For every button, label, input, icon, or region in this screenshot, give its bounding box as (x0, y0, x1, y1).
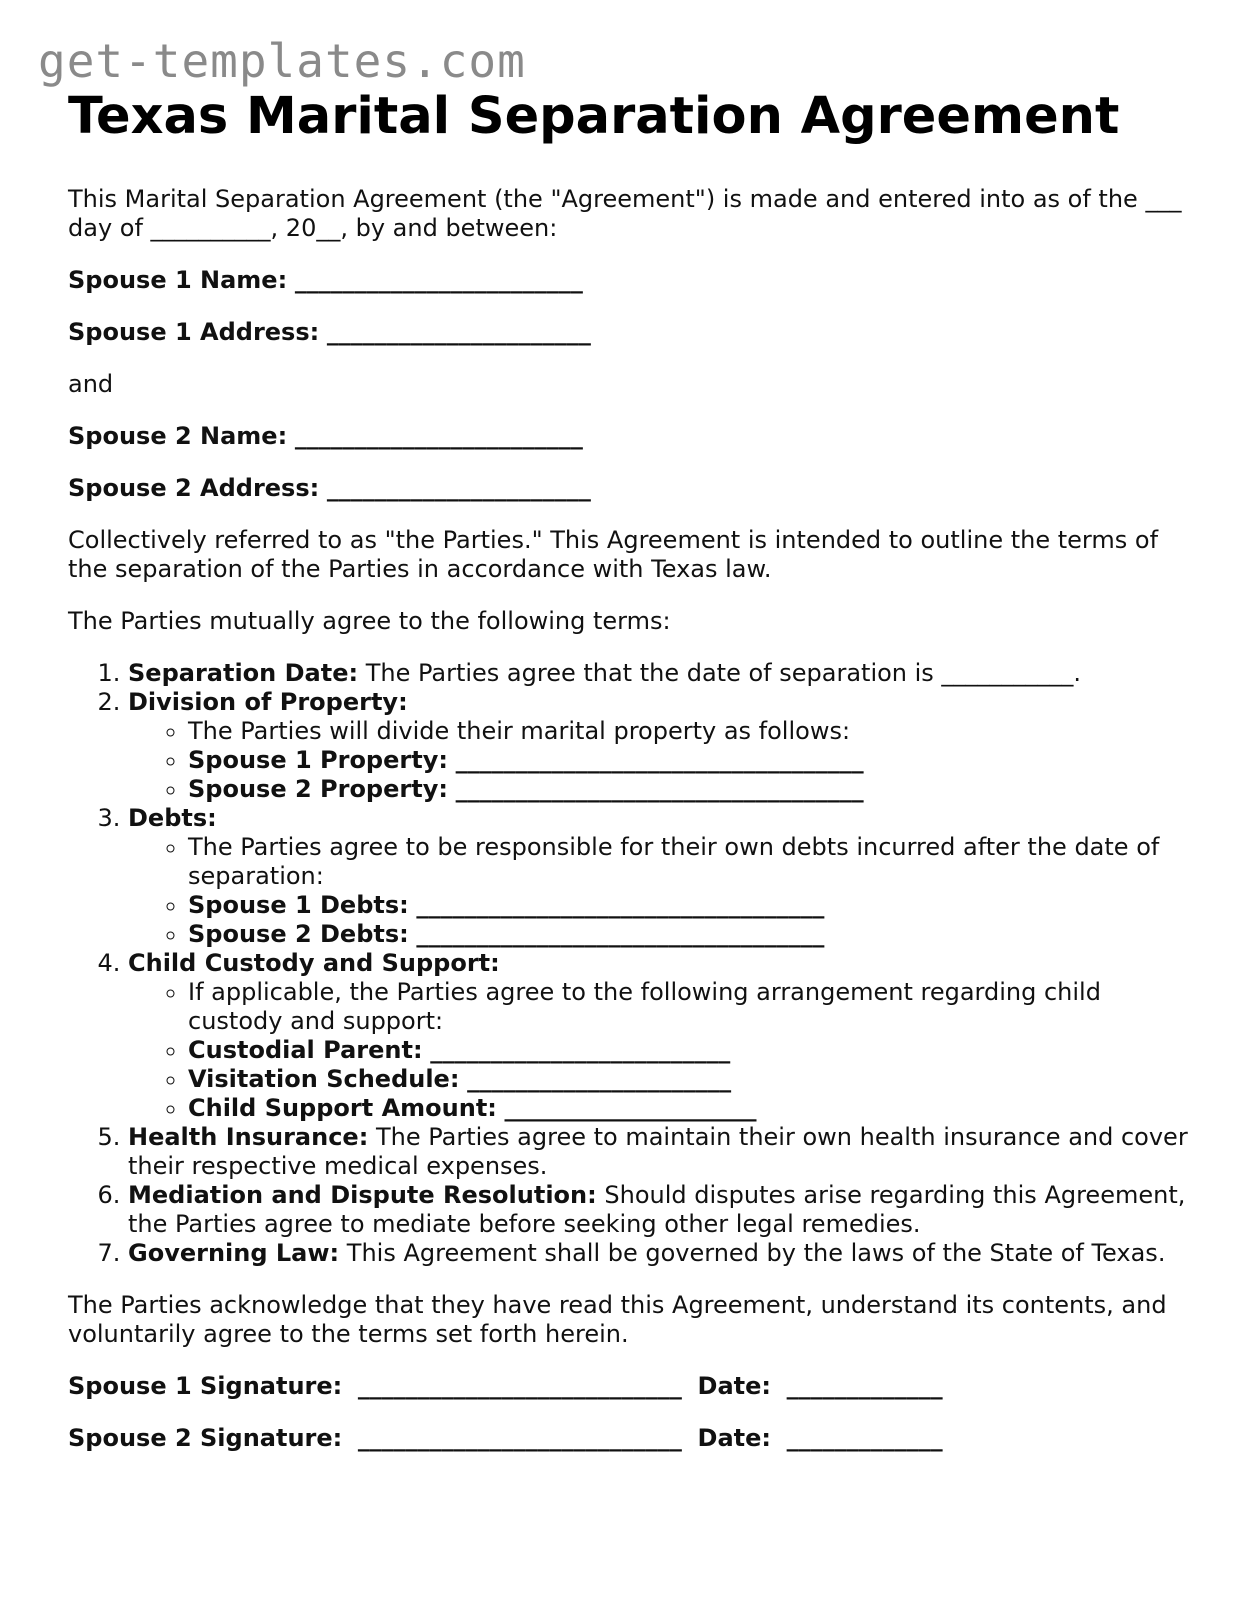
term-text: This Agreement shall be governed by the laws of the State of Texas. (346, 1239, 1166, 1267)
spouse2-property-field (188, 775, 1198, 804)
term-health-insurance (128, 1123, 1198, 1181)
field-blank[interactable]: _________________________ (430, 1036, 731, 1064)
term-debts (128, 804, 1198, 949)
and-text: and (68, 370, 114, 398)
field-label: Custodial Parent: (188, 1036, 423, 1064)
field-blank[interactable]: __________________________________ (416, 891, 825, 919)
spouse1-name-blank[interactable]: ________________________ (294, 266, 583, 294)
sub-list (128, 833, 1198, 949)
acknowledgement-paragraph: The Parties acknowledge that they have read this Agreement, understand its contents, and voluntarily agree to the terms set forth herein. (68, 1291, 1167, 1348)
field-blank[interactable]: _____________________ (504, 1094, 757, 1122)
spouse2-address-field (68, 474, 1198, 503)
term-label: Health Insurance: (128, 1123, 369, 1151)
spouse2-name-label: Spouse 2 Name: (68, 422, 288, 450)
term-label: Child Custody and Support: (128, 949, 500, 977)
term-label: Separation Date: (128, 659, 359, 687)
spouse2-address-label: Spouse 2 Address: (68, 474, 320, 502)
signature-line[interactable]: ___________________________ (357, 1424, 682, 1452)
field-label: Spouse 2 Debts: (188, 920, 409, 948)
spouse1-address-blank[interactable]: ______________________ (326, 318, 591, 346)
collective-paragraph: Collectively referred to as "the Parties." This Agreement is intended to outline the terms of the separation of the Parties in accordance with Texas law. (68, 526, 1159, 583)
signature-label: Spouse 1 Signature: (68, 1372, 343, 1400)
spouse1-address-label: Spouse 1 Address: (68, 318, 320, 346)
sub-list (128, 717, 1198, 804)
term-mediation (128, 1181, 1198, 1239)
term-label: Mediation and Dispute Resolution: (128, 1181, 597, 1209)
terms-list (68, 659, 1198, 1268)
term-separation-date (128, 659, 1198, 688)
spouse2-signature-row (68, 1424, 1198, 1453)
date-line[interactable]: _____________ (786, 1424, 943, 1452)
terms-intro: The Parties mutually agree to the following terms: (68, 607, 671, 635)
field-blank[interactable]: __________________________________ (455, 746, 864, 774)
field-label: Spouse 1 Property: (188, 746, 448, 774)
spouse2-name-blank[interactable]: ________________________ (294, 422, 583, 450)
spouse1-name-label: Spouse 1 Name: (68, 266, 288, 294)
term-label: Governing Law: (128, 1239, 340, 1267)
field-blank[interactable]: ______________________ (467, 1065, 732, 1093)
custodial-parent-field (188, 1036, 1198, 1065)
child-support-field (188, 1094, 1198, 1123)
spouse1-address-field (68, 318, 1198, 347)
term-label: Division of Property: (128, 688, 408, 716)
document-title: Texas Marital Separation Agreement (68, 87, 1120, 146)
date-label: Date: (697, 1424, 772, 1452)
field-label: Spouse 1 Debts: (188, 891, 409, 919)
signature-line[interactable]: ___________________________ (357, 1372, 682, 1400)
watermark: get-templates.com (38, 34, 526, 88)
field-label: Visitation Schedule: (188, 1065, 460, 1093)
sub-list (128, 978, 1198, 1123)
spouse1-name-field (68, 266, 1198, 295)
sub-item: ◦ If applicable, the Parties agree to the following arrangement regarding child custody and support: (188, 978, 1198, 1036)
term-text: The Parties agree to maintain their own health insurance and cover their respective medical expenses. (128, 1123, 1188, 1180)
field-label: Spouse 2 Property: (188, 775, 448, 803)
spouse2-name-field (68, 422, 1198, 451)
field-label: Child Support Amount: (188, 1094, 497, 1122)
sub-item: ◦ The Parties agree to be responsible for their own debts incurred after the date of separation: (188, 833, 1198, 891)
spouse2-debts-field (188, 920, 1198, 949)
term-text: The Parties agree that the date of separation is ___________. (365, 659, 1082, 687)
spouse1-property-field (188, 746, 1198, 775)
term-division-of-property (128, 688, 1198, 804)
term-governing-law (128, 1239, 1198, 1268)
date-line[interactable]: _____________ (786, 1372, 943, 1400)
intro-paragraph: This Marital Separation Agreement (the "Agreement") is made and entered into as of the ___ day of __________, 20__, by and between: (68, 185, 1182, 242)
spouse1-debts-field (188, 891, 1198, 920)
signature-label: Spouse 2 Signature: (68, 1424, 343, 1452)
field-blank[interactable]: __________________________________ (416, 920, 825, 948)
date-label: Date: (697, 1372, 772, 1400)
sub-item: ◦ The Parties will divide their marital property as follows: (188, 717, 1198, 746)
spouse1-signature-row (68, 1372, 1198, 1401)
visitation-schedule-field (188, 1065, 1198, 1094)
term-text: Should disputes arise regarding this Agreement, the Parties agree to mediate before seeking other legal remedies. (128, 1181, 1186, 1238)
term-child-custody (128, 949, 1198, 1123)
term-label: Debts: (128, 804, 217, 832)
field-blank[interactable]: __________________________________ (455, 775, 864, 803)
document (68, 86, 1198, 1476)
spouse2-address-blank[interactable]: ______________________ (326, 474, 591, 502)
